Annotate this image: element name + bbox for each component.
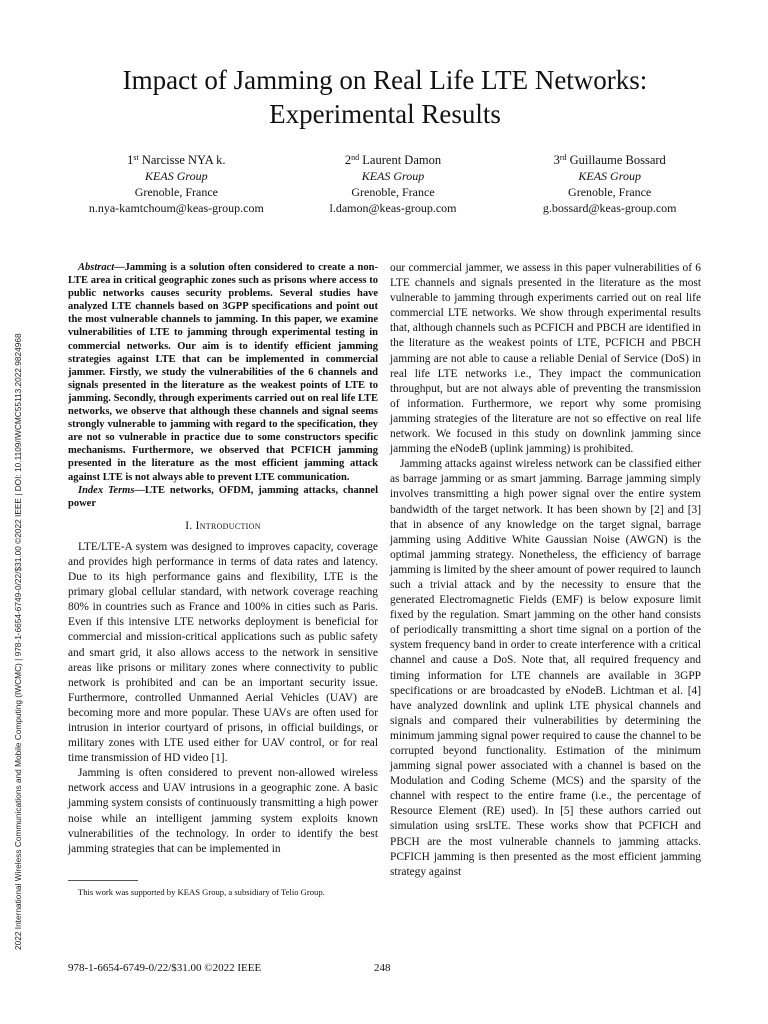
author-2-email: l.damon@keas-group.com bbox=[329, 201, 457, 215]
author-2-name: Laurent Damon bbox=[359, 153, 442, 167]
body-paragraph: our commercial jammer, we assess in this paper vulnerabilities of 6 LTE channels and signals presented in the literature as the most vulnerable to jamming through experiments carried out on real life commercial LTE networks. We show through experimental results that, although channels such as PCFICH and PBCH are identified in the literature as the weakest points of LTE, PCFICH and PBCH jamming are not able to cause a reliable Denial of Service (DoS) in real life LTE networks i.e., They impact the communication throughput, but are not always able of preventing the transmission of information. Furthermore, we report why some promising jamming strategies of the literature are not so effective on real life network. We focused in this study on downlink jamming since jamming the eNodeB (uplink jamming) is prohibited. bbox=[390, 262, 701, 456]
author-3-ordinal-suffix: rd bbox=[559, 153, 567, 162]
author-2-affiliation: KEAS Group bbox=[361, 169, 425, 183]
author-3-location: Grenoble, France bbox=[568, 185, 652, 199]
side-banner-text: 2022 International Wireless Communications and Mobile Computing (IWCMC) | 978-1-6654-6749-0/22/$31.00 ©2022 IEEE | DOI: 10.1109/IWCMC55113.2022.9824968 bbox=[13, 333, 23, 950]
abstract bbox=[68, 261, 378, 484]
author-3 bbox=[501, 152, 718, 216]
footnote: This work was supported by KEAS Group, a subsidiary of Telio Group. bbox=[78, 887, 325, 897]
title-line-1: Impact of Jamming on Real Life LTE Networks: bbox=[122, 65, 648, 95]
body-paragraph: LTE/LTE-A system was designed to improves capacity, coverage and provides high performance in terms of data rates and latency. Due to its high performance gains and flexibility, LTE is the primary global cellular standard, with network coverage reaching 80% in countries such as France and 100% in cities such as Paris. Even if this intensive LTE networks deployment is beneficial for commercial and mission-critical applications such as public safety and smart grid, it also allows access to the network in sensitive areas like prisons or military zones where connectivity to public network is prohibited and can be an important security issue. Furthermore, controlled Unmanned Aerial Vehicles (UAV) are becoming more and more popular. These UAVs are often used for intrusion in interior courtyard of prisons, in official buildings, or military zones with LTE used either for UAV control, or for real time transmission of HD video [1]. bbox=[68, 540, 378, 765]
author-2-location: Grenoble, France bbox=[351, 185, 435, 199]
page-number: 248 bbox=[374, 962, 391, 974]
title-line-2: Experimental Results bbox=[269, 99, 501, 129]
author-2-ordinal: 2 bbox=[344, 153, 352, 167]
author-1-location: Grenoble, France bbox=[134, 185, 218, 199]
body-paragraph: Jamming attacks against wireless network can be classified either as barrage jamming or as smart jamming. Barrage jamming simply involves transmitting a high power signal over the entire system bandwidth of the target network. It has been shown by [2] and [3] that in absence of any knowledge on the target signal, barrage jamming using Additive White Gaussian Noise (AWGN) is the optimal jamming strategy. Nonetheless, the efficiency of barrage jamming is limited by the sheer amount of power required to launch such a trivial attack and by the necessity to ensure that the generated Electromagnetic Fields (EMF) is below exposure limit fixed by the regulation. Smart jamming on the other hand consists of periodically transmitting a short time signal on a portion of the system frequency band in order to create interference with a critical channel and cause a DoS. Note that, all required frequency and timing information for LTE channels are available in 3GPP specifications or are broadcasted by eNodeB. Lichtman et al. [4] have analyzed downlink and uplink LTE physical channels and signals and compared their vulnerabilities by determining the minimum jamming signal power required to cause the channel to be corrupted beyond functionality. Estimation of the minimum jamming signal power associated with a channel is based on the Modulation and Coding Scheme (MCS) and the sparsity of the channel with respect to the entire frame (i.e., the percentage of Resource Element (RE) used). In [5] these authors carried out simulation using srsLTE. These works show that PCFICH and PBCH are the most vulnerable channels to jamming attacks. PCFICH jamming is then presented as the most efficient jamming strategy against bbox=[390, 458, 701, 878]
author-3-ordinal: 3 bbox=[553, 153, 560, 167]
author-2 bbox=[285, 152, 502, 216]
section-heading-introduction: I. Introduction bbox=[185, 519, 261, 532]
author-3-email: g.bossard@keas-group.com bbox=[542, 201, 677, 215]
index-terms-label: Index Terms bbox=[78, 484, 135, 496]
author-1 bbox=[68, 152, 285, 216]
right-column bbox=[390, 261, 701, 880]
author-block bbox=[68, 152, 718, 216]
author-2-ordinal-suffix: nd bbox=[351, 153, 360, 162]
index-terms-text: —LTE networks, OFDM, jamming attacks, channel power bbox=[68, 484, 378, 509]
footer-copyright: 978-1-6654-6749-0/22/$31.00 ©2022 IEEE bbox=[68, 962, 262, 974]
body-paragraph: Jamming is often considered to prevent non-allowed wireless network access and UAV intrusions in a geographic zone. A basic jamming system consists of continuously transmitting a high power noise while an intelligent jamming system exploits known vulnerabilities of the technology. In order to identify the best jamming strategies that can be implemented in bbox=[68, 767, 378, 855]
index-terms bbox=[68, 484, 378, 510]
abstract-text: —Jamming is a solution often considered to create a non-LTE area in critical geographic zones such as prisons where access to public networks causes security problems. Several studies have analyzed LTE channels based on 3GPP specifications and point out the most vulnerable channels to jamming. In this paper, we examine vulnerabilities of LTE to jamming through experimental testing in commercial networks. Our aim is to identify efficient jamming strategies against LTE that can be implemented in commercial jammer. Firstly, we study the vulnerabilities of the 6 channels and signals presented in the literature as the weakest points of LTE to jamming. Secondly, through experiments carried out on real life LTE networks, we observe that although these channels and signal seems strongly vulnerable to jamming with regard to the specification, they are not so vulnerable in practice due to some constructors specific mechanisms. Furthermore, we observed that PCFICH jamming presented in the literature as the most efficient jamming attack against LTE is not always able to prevent LTE communication. bbox=[68, 262, 378, 483]
author-1-name: Narcisse NYA k. bbox=[138, 153, 226, 167]
author-1-email: n.nya-kamtchoum@keas-group.com bbox=[88, 201, 264, 215]
footnote-rule bbox=[68, 880, 138, 881]
author-3-name: Guillaume Bossard bbox=[566, 153, 666, 167]
paper-title bbox=[40, 63, 730, 131]
author-1-affiliation: KEAS Group bbox=[145, 169, 208, 183]
left-column bbox=[68, 261, 378, 857]
side-banner bbox=[10, 230, 26, 950]
author-1-ordinal-suffix: st bbox=[133, 153, 139, 162]
author-3-affiliation: KEAS Group bbox=[578, 169, 641, 183]
abstract-label: Abstract bbox=[78, 262, 115, 273]
author-1-ordinal: 1 bbox=[127, 153, 134, 167]
